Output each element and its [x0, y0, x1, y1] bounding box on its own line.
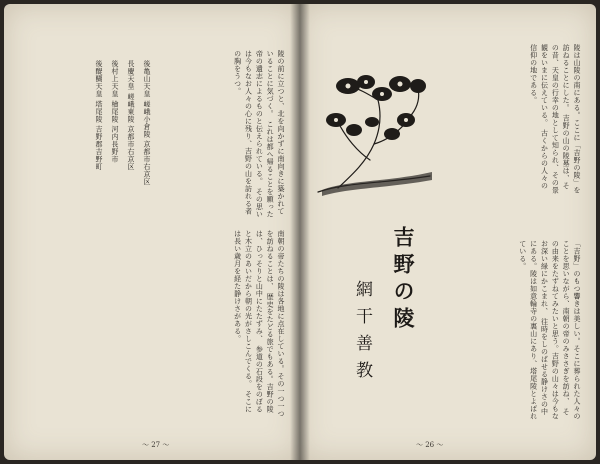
- left-list-item: 後亀山天皇 嵯峨小倉陵 京都市右京区: [143, 60, 151, 186]
- right-lower-text: 「吉野」のもつ響きは美しい。そこに葬られた人々のことを思いながら、南朝の帝のみささぎを訪ね、 その由来をたずねてみたいと思う。吉野の山々は今もなお深い緑にかこまれ、 往時をしのばせる静けさの中にある。陵は如意輪寺の裏山にあり、塔尾陵とよばれている。: [518, 240, 581, 420]
- left-page-number: 〜 27 〜: [142, 441, 170, 449]
- left-list-item: 後村上天皇 檜尾陵 河内長野市: [111, 60, 119, 163]
- left-lower-text: 南朝の帝たちの陵は各地に点在している。その一つ一つを訪ねることは、 歴史をたどる旅でもある。吉野の陵は、ひっそりと山中にたたずみ、 参道の石段をのぼると木立のあいだから朝の光がさしこんでくる。 そこには長い歳月を経た静けさがある。: [233, 230, 285, 418]
- article-author: 網干善教: [352, 280, 372, 388]
- right-upper-text: 陵は山陵の南にある。ここに「吉野の陵」を訪ねることにした。 吉野の山の陵墓は、その昔、天皇の行幸の地として知られ、その景観をいまに伝えている。 古くからの人々の信仰の地である。: [529, 44, 581, 194]
- left-page: [4, 4, 300, 460]
- left-upper-text: 陵の前に立つと、北を向かずに南向きに築かれていることに気づく。 これは都へ帰ることを願った帝の遺志によるものと伝えられている。 その思いは今もなお人々の心に残り、吉野の山を訪れる者の胸をうつ。: [233, 50, 285, 218]
- left-list-item: 長慶天皇 嵯峨東陵 京都市右京区: [127, 60, 135, 171]
- article-title: 吉野の陵: [391, 226, 416, 334]
- plant-illustration: [308, 64, 438, 204]
- right-page: [300, 4, 596, 460]
- right-page-number: 〜 26 〜: [416, 441, 444, 449]
- left-list-item: 後醍醐天皇 塔尾陵 吉野郡吉野町: [95, 60, 103, 171]
- book-spread: [4, 4, 596, 460]
